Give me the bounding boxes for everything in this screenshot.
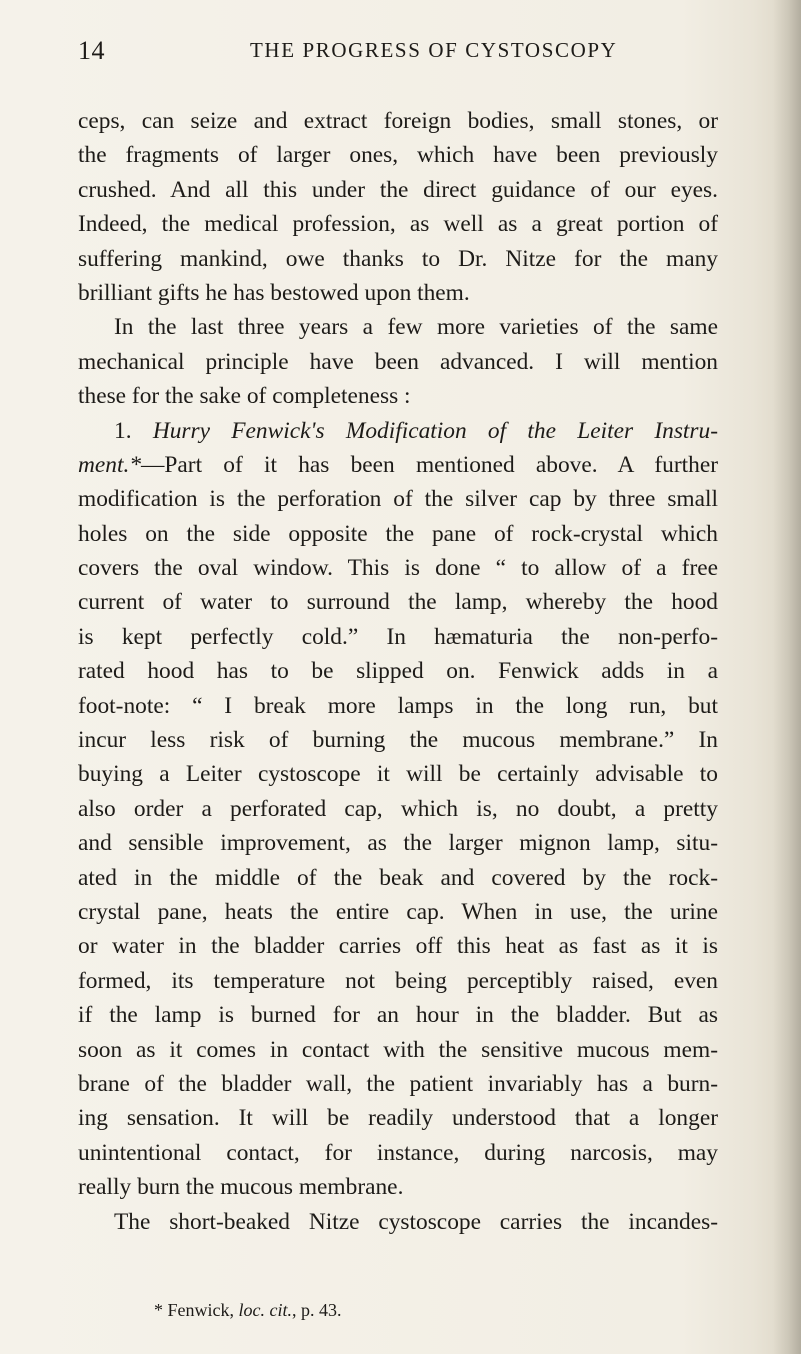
text-line: ing sensation. It will be readily understood that a longer — [78, 1105, 718, 1132]
list-number: 1. — [114, 417, 153, 444]
text-line: these for the sake of completeness : — [78, 383, 411, 410]
text-line: foot-note: “ I break more lamps in the long run, but — [78, 692, 718, 719]
text-line: current of water to surround the lamp, whereby the hood — [78, 589, 718, 616]
text-line: ated in the middle of the beak and covered by the rock- — [78, 864, 718, 891]
text-line: brilliant gifts he has bestowed upon them. — [78, 279, 470, 306]
page-number: 14 — [78, 36, 105, 65]
text-line: covers the oval window. This is done “ to allow of a free — [78, 555, 718, 582]
footnote — [154, 1300, 341, 1321]
text-line: the fragments of larger ones, which have been previously — [78, 142, 718, 169]
page-header — [78, 36, 718, 76]
text-line-heading — [78, 414, 718, 448]
text-line: brane of the bladder wall, the patient invariably has a burn- — [78, 1070, 718, 1097]
text-line: incur less risk of burning the mucous membrane.” In — [78, 727, 718, 754]
text-line: soon as it comes in contact with the sensitive mucous mem- — [78, 1036, 718, 1063]
text-line: unintentional contact, for instance, during narcosis, may — [78, 1139, 718, 1166]
text-line: also order a perforated cap, which is, no doubt, a pretty — [78, 795, 718, 822]
text-line: In the last three years a few more varieties of the same — [114, 314, 718, 341]
text-line: really burn the mucous membrane. — [78, 1174, 404, 1201]
text-line: formed, its temperature not being perceptibly raised, even — [78, 967, 718, 994]
footnote-citation: loc. cit. — [238, 1300, 292, 1320]
text-line: buying a Leiter cystoscope it will be certainly advisable to — [78, 761, 718, 788]
text-line-rest: —Part of it has been mentioned above. A further — [141, 451, 718, 478]
footnote-suffix: , p. 43. — [291, 1300, 342, 1320]
body-text — [78, 104, 718, 1239]
text-line: crystal pane, heats the entire cap. When in use, the urine — [78, 898, 718, 925]
text-line: is kept perfectly cold.” In hæmaturia the non-perfo- — [78, 623, 718, 650]
text-line — [78, 448, 718, 482]
running-head: THE PROGRESS OF CYSTOSCOPY — [250, 38, 618, 62]
section-title-italic: Hurry Fenwick's Modification of the Leiter Instru- — [152, 417, 719, 444]
page-edge-shadow — [773, 0, 801, 1354]
text-line: mechanical principle have been advanced. I will mention — [78, 348, 718, 375]
text-line: or water in the bladder carries off this heat as fast as it is — [78, 933, 718, 960]
text-line: crushed. And all this under the direct guidance of our eyes. — [78, 176, 718, 203]
text-line: Indeed, the medical profession, as well as a great portion of — [78, 211, 718, 238]
footnote-prefix: * Fenwick, — [154, 1300, 239, 1320]
text-line: The short-beaked Nitze cystoscope carries the incandes- — [114, 1208, 718, 1235]
text-line: holes on the side opposite the pane of rock-crystal which — [78, 520, 718, 547]
text-line: modification is the perforation of the silver cap by three small — [78, 486, 718, 513]
text-line: and sensible improvement, as the larger mignon lamp, situ- — [78, 830, 718, 857]
text-line: if the lamp is burned for an hour in the bladder. But as — [78, 1002, 718, 1029]
text-line: suffering mankind, owe thanks to Dr. Nitze for the many — [78, 245, 718, 272]
text-line: ceps, can seize and extract foreign bodies, small stones, or — [78, 108, 718, 134]
section-title-italic: ment.* — [78, 451, 142, 478]
text-line: rated hood has to be slipped on. Fenwick adds in a — [78, 658, 718, 685]
